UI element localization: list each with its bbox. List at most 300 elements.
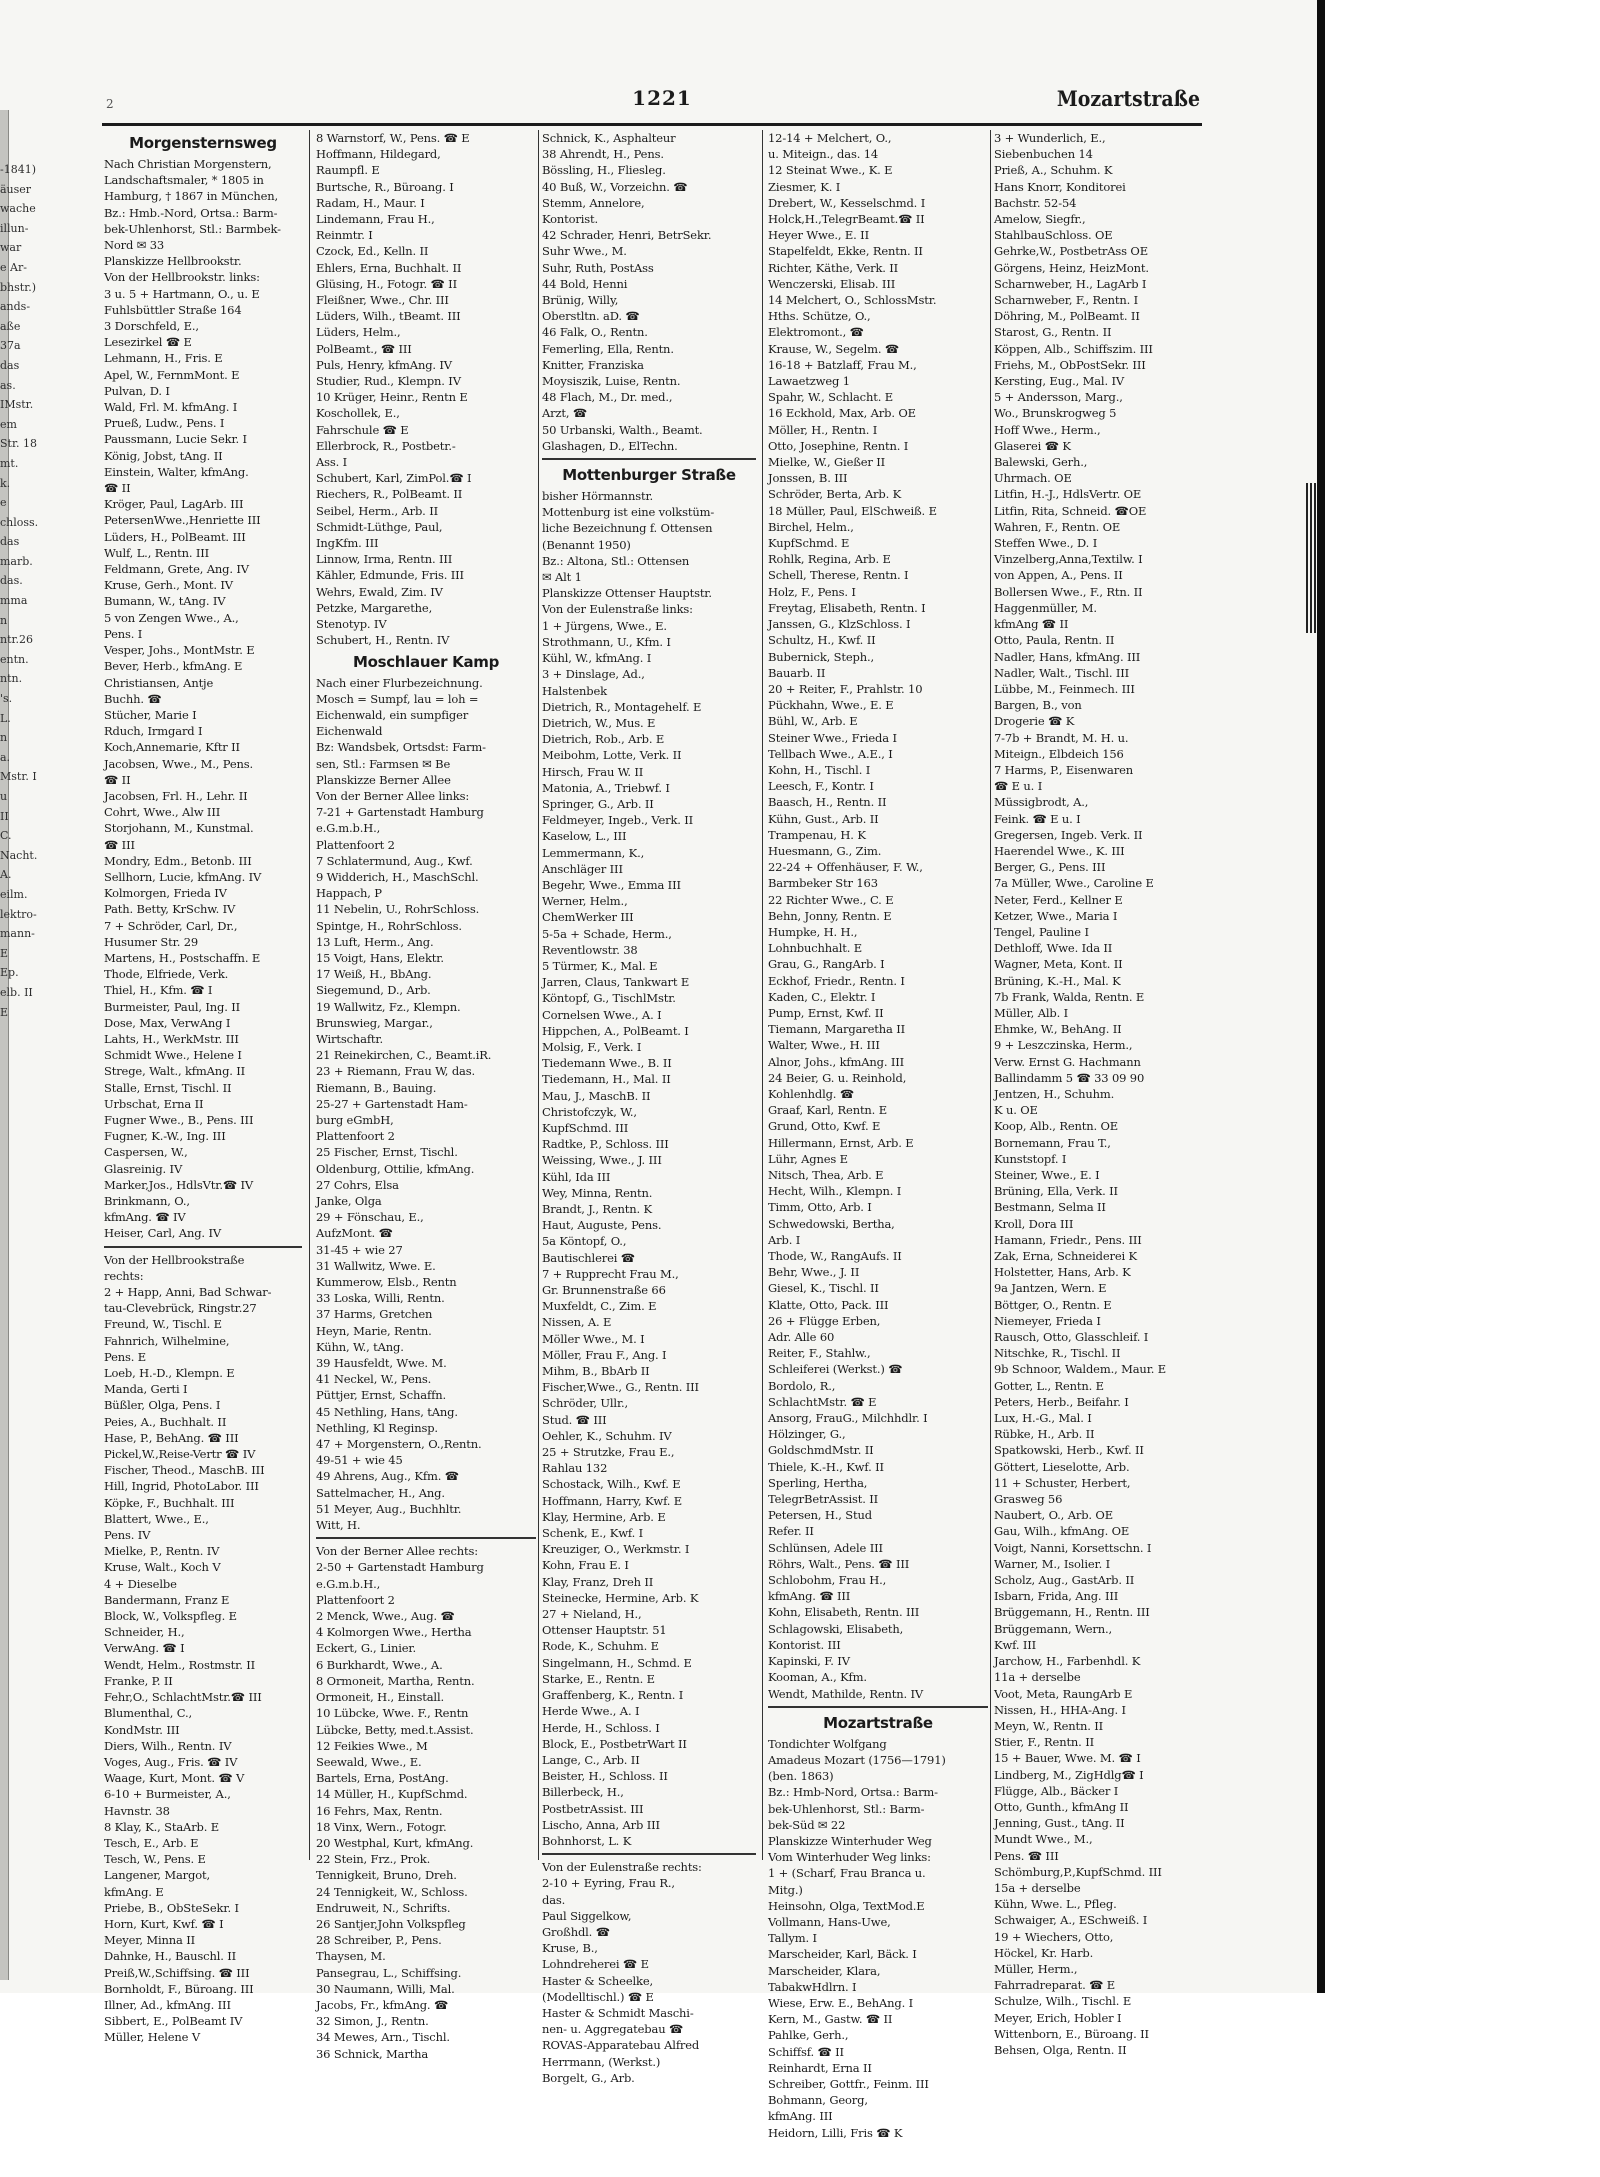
directory-line: Brüggemann, Wern.,	[994, 1621, 1112, 1636]
directory-line: Dethloff, Wwe. Ida II	[994, 941, 1113, 956]
directory-line: Bever, Herb., kfmAng. E	[104, 659, 243, 674]
directory-line: 20 Westphal, Kurt, kfmAng.	[316, 1835, 474, 1850]
directory-line: Tengel, Pauline I	[994, 924, 1089, 939]
directory-line: Richter, Käthe, Verk. II	[768, 260, 899, 275]
directory-line: Wehrs, Ewald, Zim. IV	[316, 584, 443, 599]
column-3	[542, 130, 756, 2085]
directory-line: Spatkowski, Herb., Kwf. II	[994, 1443, 1144, 1458]
directory-line: 7-7b + Brandt, M. H. u.	[994, 730, 1129, 745]
directory-line: Moysiszik, Luise, Rentn.	[542, 374, 681, 389]
directory-line: Büßler, Olga, Pens. I	[104, 1398, 221, 1413]
directory-line: Brüning, K.-H., Mal. K	[994, 973, 1121, 988]
directory-line: Seibel, Herm., Arb. II	[316, 503, 438, 518]
directory-line: Uhrmach. OE	[994, 471, 1072, 486]
directory-line: 31-45 + wie 27	[316, 1242, 403, 1257]
directory-line: Von der Berner Allee links:	[316, 788, 470, 803]
directory-line: Caspersen, W.,	[104, 1145, 188, 1160]
directory-line: 16 Eckhold, Max, Arb. OE	[768, 406, 916, 421]
directory-line: Nadler, Hans, kfmAng. III	[994, 649, 1141, 664]
directory-line: Bz.: Hmb.-Nord, Ortsa.: Barm-	[104, 205, 278, 220]
directory-line: Wittenborn, E., Büroang. II	[994, 2026, 1149, 2041]
directory-line: 22 Richter Wwe., C. E	[768, 892, 894, 907]
directory-line: 5 Türmer, K., Mal. E	[542, 958, 658, 973]
directory-line: Schwedowski, Bertha,	[768, 1216, 895, 1231]
directory-line: Ehmke, W., BehAng. II	[994, 1022, 1122, 1037]
directory-line: Hase, P., BehAng. ☎ III	[104, 1430, 239, 1445]
directory-line: Lesezirkel ☎ E	[104, 335, 192, 350]
directory-line: Lischo, Anna, Arb III	[542, 1817, 660, 1832]
directory-line: 13 Luft, Herm., Ang.	[316, 934, 434, 949]
directory-line: Lemmermann, K.,	[542, 845, 645, 860]
margin-fragment: ntr.26	[0, 633, 34, 647]
directory-line: Path. Betty, KrSchw. IV	[104, 902, 236, 917]
directory-line: Nitsch, Thea, Arb. E	[768, 1168, 884, 1182]
directory-line: Reinhardt, Erna II	[768, 2060, 872, 2075]
directory-line: Püttjer, Ernst, Schaffn.	[316, 1388, 446, 1403]
directory-line: SchlachtMstr. ☎ E	[768, 1394, 877, 1409]
directory-line: Priebe, B., ObSteSekr. I	[104, 1900, 239, 1915]
margin-fragment: u	[0, 790, 8, 803]
directory-line: Voges, Aug., Fris. ☎ IV	[104, 1754, 238, 1769]
directory-line: 22-24 + Offenhäuser, F. W.,	[768, 860, 923, 875]
directory-line: Feink. ☎ E u. I	[994, 811, 1081, 826]
directory-line: Pansegrau, L., Schiffsing.	[316, 1965, 462, 1980]
directory-line: das.	[542, 1892, 566, 1907]
directory-line: Schwaiger, A., ESchweiß. I	[994, 1913, 1148, 1928]
directory-line: kfmAng ☎ II	[994, 617, 1069, 632]
directory-line: Starost, G., Rentn. II	[994, 325, 1112, 340]
directory-line: Koop, Alb., Rentn. OE	[994, 1119, 1118, 1134]
margin-fragment: wache	[0, 202, 36, 216]
margin-fragment: A.	[0, 868, 12, 882]
directory-line: Schubert, Karl, ZimPol.☎ I	[316, 471, 472, 486]
directory-line: 4 + Dieselbe	[104, 1576, 177, 1591]
directory-line: Pulvan, D. I	[104, 383, 170, 398]
directory-line: Otto, Josephine, Rentn. I	[768, 438, 909, 453]
directory-line: Görgens, Heinz, HeizMont.	[994, 260, 1149, 275]
directory-line: Nadler, Walt., Tischl. III	[994, 665, 1130, 680]
margin-fragment: das	[0, 535, 20, 549]
directory-line: Thiel, H., Kfm. ☎ I	[104, 983, 213, 998]
directory-line: Hill, Ingrid, PhotoLabor. III	[104, 1479, 259, 1494]
section-rule	[542, 458, 756, 460]
directory-line: Zak, Erna, Schneiderei K	[994, 1249, 1138, 1264]
column-5	[994, 130, 1202, 2057]
directory-line: Anschläger III	[542, 861, 623, 876]
directory-line: Studier, Rud., Klempn. IV	[316, 374, 461, 389]
directory-line: Vom Winterhuder Weg links:	[768, 1850, 931, 1865]
directory-line: 9b Schnoor, Waldem., Maur. E	[994, 1362, 1167, 1377]
directory-line: Kooman, A., Kfm.	[768, 1670, 867, 1685]
directory-line: Stenotyp. IV	[316, 617, 387, 632]
directory-line: Miteign., Elbdeich 156	[994, 746, 1124, 761]
directory-line: Mottenburg ist eine volkstüm-	[542, 505, 715, 520]
directory-line: Horn, Kurt, Kwf. ☎ I	[104, 1916, 224, 1931]
directory-line: 16 Fehrs, Max, Rentn.	[316, 1803, 443, 1818]
directory-line: Hamann, Friedr., Pens. III	[994, 1232, 1142, 1247]
directory-line: Heiser, Carl, Ang. IV	[104, 1226, 221, 1241]
directory-line: Otto, Paula, Rentn. II	[994, 633, 1115, 648]
directory-line: Martens, H., Postschaffn. E	[104, 950, 261, 965]
directory-line: Haerendel Wwe., K. III	[994, 843, 1125, 858]
directory-line: Warner, M., Isolier. I	[994, 1556, 1110, 1571]
directory-line: Jentzen, H., Schuhm.	[994, 1086, 1115, 1101]
directory-line: Wulf, L., Rentn. III	[104, 545, 210, 560]
directory-line: Bollersen Wwe., F., Rtn. II	[994, 584, 1143, 599]
directory-line: ☎ III	[104, 837, 135, 852]
directory-line: Beister, H., Schloss. II	[542, 1769, 668, 1784]
directory-line: 21 Reinekirchen, C., Beamt.iR.	[316, 1048, 492, 1063]
margin-fragment: mann-	[0, 927, 35, 941]
directory-line: Scharnweber, H., LagArb I	[994, 276, 1147, 291]
directory-line: kfmAng. E	[104, 1884, 164, 1899]
directory-line: ROVAS-Apparatebau Alfred	[542, 2038, 700, 2053]
directory-line: Marscheider, Karl, Bäck. I	[768, 1947, 917, 1962]
directory-line: Thiele, K.-H., Kwf. II	[768, 1459, 884, 1474]
directory-line: Prueß, Ludw., Pens. I	[104, 416, 225, 431]
directory-line: 8 Warnstorf, W., Pens. ☎ E	[316, 131, 470, 145]
margin-fragment: em	[0, 417, 17, 431]
directory-line: Brüning, Ella, Verk. II	[994, 1184, 1118, 1199]
directory-line: Klay, Franz, Dreh II	[542, 1574, 654, 1589]
directory-line: Ass. I	[316, 455, 348, 470]
directory-line: Mielke, W., Gießer II	[768, 455, 886, 470]
directory-line: Wahren, F., Rentn. OE	[994, 519, 1121, 534]
directory-line: 2-50 + Gartenstadt Hamburg	[316, 1560, 484, 1575]
directory-line: Lühr, Agnes E	[768, 1151, 848, 1166]
margin-fragment: bhstr.)	[0, 280, 37, 294]
directory-line: PetersenWwe.,Henriette III	[104, 513, 261, 528]
directory-line: bek-Uhlenhorst, Stl.: Barm-	[768, 1801, 925, 1816]
directory-line: 31 Wallwitz, Wwe. E.	[316, 1258, 436, 1273]
directory-line: Fahrschule ☎ E	[316, 422, 409, 437]
directory-line: Kontorist.	[542, 212, 599, 227]
directory-line: K u. OE	[994, 1103, 1038, 1118]
directory-line: VerwAng. ☎ I	[104, 1641, 185, 1656]
directory-line: Buchh. ☎	[104, 691, 162, 706]
directory-line: Storjohann, M., Kunstmal.	[104, 821, 254, 836]
directory-line: bek-Uhlenhorst, Stl.: Barmbek-	[104, 221, 281, 236]
directory-line: Vesper, Johs., MontMstr. E	[104, 643, 255, 658]
directory-line: Balewski, Gerh.,	[994, 455, 1088, 470]
directory-line: 51 Meyer, Aug., Buchhltr.	[316, 1501, 462, 1516]
directory-line: 14 Müller, H., KupfSchmd.	[316, 1787, 468, 1802]
directory-line: Christofczyk, W.,	[542, 1104, 637, 1119]
directory-line: kfmAng. III	[768, 2109, 833, 2124]
directory-line: Fischer,Wwe., G., Rentn. III	[542, 1380, 699, 1395]
directory-line: Müller, Herm.,	[994, 1961, 1078, 1976]
directory-line: Fleißner, Wwe., Chr. III	[316, 293, 449, 308]
margin-fragment: chloss.	[0, 515, 39, 529]
directory-line: Wagner, Meta, Kont. II	[994, 957, 1123, 972]
directory-line: Schlobohm, Frau H.,	[768, 1573, 887, 1588]
directory-line: Friehs, M., ObPostSekr. III	[994, 357, 1146, 372]
directory-line: 7 + Rupprecht Frau M.,	[542, 1266, 679, 1281]
directory-line: Kroll, Dora III	[994, 1216, 1074, 1231]
directory-line: Feldmann, Grete, Ang. IV	[104, 562, 249, 577]
column-1	[104, 130, 302, 2045]
directory-line: Heidorn, Lilli, Fris ☎ K	[768, 2125, 903, 2140]
directory-line: Nissen, A. E	[542, 1315, 612, 1330]
margin-fragment: äuser	[0, 182, 32, 196]
directory-line: Ehlers, Erna, Buchhalt. II	[316, 260, 462, 275]
directory-line: Gr. Brunnenstraße 66	[542, 1283, 666, 1298]
directory-line: Endruweit, N., Schrifts.	[316, 1900, 451, 1915]
directory-line: Schröder, Berta, Arb. K	[768, 487, 902, 502]
directory-line: Riemann, B., Bauing.	[316, 1080, 437, 1095]
directory-line: Hölzinger, G.,	[768, 1427, 846, 1442]
directory-line: Von der Eulenstraße links:	[542, 602, 693, 617]
directory-line: Radam, H., Maur. I	[316, 195, 425, 210]
directory-line: 23 + Riemann, Frau W, das.	[316, 1064, 475, 1079]
directory-line: 28 Schreiber, P., Pens.	[316, 1933, 442, 1948]
directory-line: Prieß, A., Schuhm. K	[994, 163, 1113, 178]
directory-line: Freytag, Elisabeth, Rentn. I	[768, 600, 926, 615]
directory-line: Linnow, Irma, Rentn. III	[316, 552, 453, 567]
directory-line: TabakwHdlrn. I	[768, 1979, 857, 1994]
directory-line: tau-Clevebrück, Ringstr.27	[104, 1301, 257, 1316]
directory-line: Tesch, E., Arb. E	[104, 1835, 199, 1850]
directory-line: 44 Bold, Henni	[542, 276, 628, 291]
directory-line: Von der Eulenstraße rechts:	[542, 1860, 702, 1875]
directory-line: Tellbach Wwe., A.E., I	[768, 746, 893, 761]
directory-line: Sperling, Hertha,	[768, 1475, 868, 1490]
directory-line: 11a + derselbe	[994, 1670, 1081, 1685]
directory-line: Kern, M., Gastw. ☎ II	[768, 2012, 893, 2027]
directory-line: Tondichter Wolfgang	[768, 1736, 887, 1751]
directory-line: Leesch, F., Kontr. I	[768, 779, 874, 794]
directory-line: 15 + Bauer, Wwe. M. ☎ I	[994, 1751, 1141, 1766]
directory-line: Neter, Ferd., Kellner E	[994, 892, 1123, 907]
directory-line: Lohnbuchhalt. E	[768, 941, 863, 956]
directory-line: Köntopf, G., TischlMstr.	[542, 991, 676, 1006]
directory-line: Röhrs, Walt., Pens. ☎ III	[768, 1556, 910, 1571]
directory-line: Petzke, Margarethe,	[316, 600, 433, 615]
directory-line: Bz: Wandsbek, Ortsdst: Farm-	[316, 740, 486, 755]
directory-line: Haggenmüller, M.	[994, 600, 1097, 615]
directory-line: 8 Ormoneit, Martha, Rentn.	[316, 1673, 475, 1688]
header-rule	[102, 123, 1202, 126]
directory-line: liche Bezeichnung f. Ottensen	[542, 521, 713, 536]
directory-line: Dahnke, H., Bauschl. II	[104, 1949, 237, 1964]
directory-line: Ellerbrock, R., Postbetr.-	[316, 438, 456, 453]
directory-line: Bühl, W., Arb. E	[768, 714, 858, 729]
directory-line: Urbschat, Erna II	[104, 1096, 204, 1111]
directory-line: Höckel, Kr. Harb.	[994, 1945, 1094, 1960]
directory-line: Kohn, Frau E. I	[542, 1558, 629, 1573]
directory-line: Kruse, Gerh., Mont. IV	[104, 578, 233, 593]
margin-fragment: marb.	[0, 554, 33, 568]
directory-line: Arzt, ☎	[542, 406, 588, 421]
directory-line: 15a + derselbe	[994, 1880, 1081, 1895]
directory-line: 16-18 + Batzlaff, Frau M.,	[768, 357, 917, 372]
directory-line: Paussmann, Lucie Sekr. I	[104, 432, 247, 447]
directory-line: Springer, G., Arb. II	[542, 796, 654, 811]
directory-line: Begehr, Wwe., Emma III	[542, 877, 681, 892]
street-heading: Mozartstraße	[823, 1713, 933, 1732]
directory-line: 22 Stein, Frz., Prok.	[316, 1852, 431, 1867]
directory-line: Tallym. I	[768, 1931, 817, 1946]
directory-line: 30 Naumann, Willi, Mal.	[316, 1981, 455, 1996]
directory-line: Kohlenhdlg. ☎	[768, 1086, 854, 1101]
directory-line: Janke, Olga	[316, 1194, 382, 1208]
directory-line: Reventlowstr. 38	[542, 942, 638, 957]
directory-line: Drebert, W., Kesselschmd. I	[768, 195, 926, 210]
directory-line: Hecht, Wilh., Klempn. I	[768, 1184, 902, 1199]
directory-line: Schneider, H.,	[104, 1625, 185, 1640]
margin-fragment: ntn.	[0, 672, 23, 686]
directory-line: 38 Ahrendt, H., Pens.	[542, 147, 664, 162]
directory-line: Singelmann, H., Schmd. E	[542, 1655, 692, 1670]
directory-line: Fahrradreparat. ☎ E	[994, 1978, 1116, 1993]
directory-line: Bössling, H., Fliesleg.	[542, 163, 666, 178]
directory-line: Werner, Helm.,	[542, 894, 628, 909]
margin-fragment: das	[0, 358, 20, 372]
directory-line: Niemeyer, Frieda I	[994, 1313, 1101, 1328]
directory-line: Bordolo, R.,	[768, 1378, 836, 1393]
directory-line: (Benannt 1950)	[542, 537, 631, 552]
section-rule	[542, 1853, 756, 1855]
margin-fragment: E	[0, 946, 9, 960]
directory-line: Burmeister, Paul, Ing. II	[104, 999, 241, 1014]
directory-line: Freund, W., Tischl. E	[104, 1317, 222, 1332]
directory-line: ChemWerker III	[542, 910, 634, 925]
directory-line: Mielke, P., Rentn. IV	[104, 1544, 220, 1559]
directory-line: Gregersen, Ingeb. Verk. II	[994, 827, 1143, 842]
margin-fragment: lektro-	[0, 907, 37, 921]
directory-line: Flügge, Alb., Bäcker I	[994, 1783, 1119, 1798]
directory-line: Waage, Kurt, Mont. ☎ V	[104, 1771, 245, 1786]
directory-line: Eckhof, Friedr., Rentn. I	[768, 973, 905, 988]
directory-line: 32 Simon, J., Rentn.	[316, 2014, 429, 2029]
directory-line: Siegemund, D., Arb.	[316, 983, 431, 998]
directory-line: Dietrich, W., Mus. E	[542, 715, 656, 730]
directory-line: Bornemann, Frau T.,	[994, 1135, 1111, 1150]
directory-line: Meyn, W., Rentn. II	[994, 1718, 1104, 1733]
directory-line: Kruse, B.,	[542, 1941, 598, 1956]
directory-line: Thaysen, M.	[316, 1949, 386, 1964]
directory-line: Voigt, Nanni, Korsettschn. I	[994, 1540, 1152, 1555]
directory-line: von Appen, A., Pens. II	[994, 568, 1123, 583]
directory-line: bek-Süd ✉ 22	[768, 1817, 846, 1832]
directory-line: Janssen, G., KlzSchloss. I	[768, 617, 911, 632]
directory-line: Oldenburg, Ottilie, kfmAng.	[316, 1161, 475, 1176]
column-2	[316, 130, 536, 2061]
directory-line: 2 + Happ, Anni, Bad Schwar-	[104, 1285, 272, 1300]
directory-line: Puls, Henry, kfmAng. IV	[316, 357, 452, 372]
margin-fragment: e Ar-	[0, 260, 27, 274]
margin-fragment: 's.	[0, 692, 13, 706]
directory-line: Hamburg, † 1867 in München,	[104, 189, 279, 204]
directory-line: Lohndreherei ☎ E	[542, 1957, 649, 1972]
directory-line: Lübbe, M., Feinmech. III	[994, 681, 1135, 696]
directory-line: Wendt, Helm., Rostmstr. II	[104, 1657, 256, 1672]
margin-fragment: entn.	[0, 652, 29, 666]
directory-line: Bautischlerei ☎	[542, 1250, 635, 1265]
bleed-through-mark	[1306, 483, 1317, 633]
directory-line: Timm, Otto, Arb. I	[768, 1200, 872, 1215]
directory-line: Schlagowski, Elisabeth,	[768, 1621, 904, 1636]
directory-line: Behn, Jonny, Rentn. E	[768, 908, 892, 923]
street-heading: Morgensternsweg	[129, 134, 277, 152]
directory-line: Bauarb. II	[768, 665, 826, 680]
directory-line: Kontorist. III	[768, 1637, 841, 1652]
directory-line: Wald, Frl. M. kfmAng. I	[104, 400, 238, 415]
column-divider	[990, 130, 991, 1860]
directory-line: Riechers, R., PolBeamt. II	[316, 487, 463, 502]
directory-line: 9 Widderich, H., MaschSchl.	[316, 869, 479, 884]
directory-line: Hans Knorr, Konditorei	[994, 179, 1126, 194]
directory-line: Graffenberg, K., Rentn. I	[542, 1688, 684, 1703]
margin-fragment: IMstr.	[0, 398, 34, 412]
directory-line: Glaserei ☎ K	[994, 438, 1071, 453]
section-rule	[768, 1706, 988, 1708]
directory-line: Hirsch, Frau W. II	[542, 764, 644, 779]
directory-line: Christiansen, Antje	[104, 675, 214, 690]
directory-line: Schnick, K., Asphalteur	[542, 131, 676, 145]
directory-line: Jarren, Claus, Tankwart E	[542, 975, 690, 990]
column-divider	[538, 130, 539, 1860]
directory-line: 48 Flach, M., Dr. med.,	[542, 390, 673, 405]
directory-line: Sellhorn, Lucie, kfmAng. IV	[104, 869, 262, 884]
directory-line: ☎ II	[104, 772, 131, 787]
directory-line: Bohmann, Georg,	[768, 2093, 868, 2108]
directory-line: Brünig, Willy,	[542, 293, 619, 308]
directory-line: Strege, Walt., kfmAng. II	[104, 1064, 246, 1079]
directory-line: Dose, Max, VerwAng I	[104, 1015, 231, 1030]
directory-line: 19 Wallwitz, Fz., Klempn.	[316, 999, 461, 1014]
directory-line: Amadeus Mozart (1756—1791)	[768, 1752, 946, 1767]
directory-line: Kaden, C., Elektr. I	[768, 989, 876, 1004]
directory-line: Schröder, Ullr.,	[542, 1396, 629, 1411]
directory-line: Burtsche, R., Büroang. I	[316, 179, 454, 194]
margin-fragment: L.	[0, 711, 11, 725]
directory-line: Bandermann, Franz E	[104, 1592, 230, 1607]
directory-line: Fahnrich, Wilhelmine,	[104, 1333, 230, 1348]
directory-line: Wiese, Erw. E., BehAng. I	[768, 1995, 914, 2010]
directory-line: Pens. I	[104, 626, 143, 641]
directory-line: Köppen, Alb., Schiffszim. III	[994, 341, 1153, 356]
directory-line: burg eGmbH,	[316, 1112, 394, 1127]
directory-line: Pump, Ernst, Kwf. II	[768, 1005, 884, 1020]
directory-line: Planskizze Ottenser Hauptstr.	[542, 586, 712, 601]
directory-line: Grund, Otto, Kwf. E	[768, 1119, 881, 1134]
directory-line: (ben. 1863)	[768, 1769, 834, 1784]
directory-line: Voot, Meta, RaungArb E	[994, 1686, 1133, 1701]
directory-line: Müller, Helene V	[104, 2030, 200, 2045]
directory-line: Behsen, Olga, Rentn. II	[994, 2042, 1127, 2057]
directory-line: Kapinski, F. IV	[768, 1654, 850, 1669]
directory-line: Schultz, H., Kwf. II	[768, 633, 876, 648]
margin-fragment: E	[0, 1005, 9, 1019]
directory-line: nen- u. Aggregatebau ☎	[542, 2022, 684, 2037]
directory-line: Fehr,O., SchlachtMstr.☎ III	[104, 1690, 262, 1705]
directory-line: Meibohm, Lotte, Verk. II	[542, 748, 682, 763]
directory-line: Grau, G., RangArb. I	[768, 957, 885, 972]
directory-line: Baasch, H., Rentn. II	[768, 795, 887, 810]
directory-line: Schell, Therese, Rentn. I	[768, 568, 909, 583]
directory-line: Schostack, Wilh., Kwf. E	[542, 1477, 681, 1492]
directory-line: Lüders, H., PolBeamt. III	[104, 529, 246, 544]
directory-line: Plattenfoort 2	[316, 837, 395, 852]
margin-fragment: mt.	[0, 456, 19, 470]
margin-fragment: a.	[0, 750, 11, 764]
directory-line: 7 + Schröder, Carl, Dr.,	[104, 918, 238, 933]
directory-line: 24 Tennigkeit, W., Schloss.	[316, 1884, 468, 1899]
directory-line: Berger, G., Pens. III	[994, 860, 1106, 875]
directory-line: Peies, A., Buchhalt. II	[104, 1414, 227, 1429]
margin-fragment: aße	[0, 319, 21, 333]
